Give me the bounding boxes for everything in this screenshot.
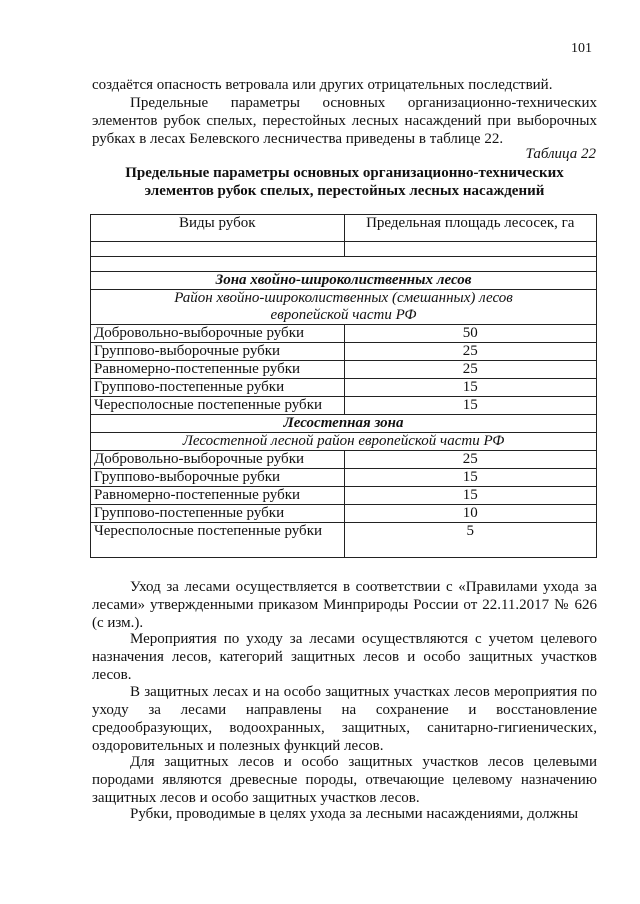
- area-value: 50: [344, 325, 596, 343]
- table-row: [91, 505, 597, 523]
- region-text: Район хвойно-широколиственных (смешанных) лесов европейской части РФ: [174, 290, 513, 323]
- table-row: [91, 343, 597, 361]
- table-header-row: [91, 215, 597, 242]
- zone-row: [91, 415, 597, 433]
- area-value: 5: [344, 523, 596, 558]
- area-value: 15: [344, 487, 596, 505]
- cutting-type: Равномерно-постепенные рубки: [91, 361, 345, 379]
- cutting-type: Добровольно-выборочные рубки: [91, 325, 345, 343]
- area-value: 25: [344, 361, 596, 379]
- area-value: 15: [344, 469, 596, 487]
- area-value: 25: [344, 343, 596, 361]
- paragraph: В защитных лесах и на особо защитных участках лесов мероприятия по уходу за лесами направлены на сохранение и восстановление средообразующих, водоохранных, защитных, санитарно-гигиенических, оздоровительных и полезных функций лесов.: [92, 684, 597, 754]
- table-blank-row: [91, 242, 597, 257]
- table-row: [91, 397, 597, 415]
- paragraph: создаётся опасность ветровала или других отрицательных последствий.: [92, 77, 553, 93]
- cutting-type: Группово-выборочные рубки: [91, 469, 345, 487]
- paragraph: Мероприятия по уходу за лесами осуществляются с учетом целевого назначения лесов, категорий защитных лесов и особо защитных участков лесов.: [92, 631, 597, 683]
- cutting-type: Добровольно-выборочные рубки: [91, 451, 345, 469]
- table-row: [91, 451, 597, 469]
- column-header: Виды рубок: [91, 215, 345, 242]
- cutting-parameters-table: [90, 214, 597, 558]
- table-row: [91, 361, 597, 379]
- zone-row: [91, 272, 597, 290]
- region-name: [91, 290, 597, 325]
- zone-name: Лесостепная зона: [91, 415, 597, 433]
- paragraph: Предельные параметры основных организационно-технических элементов рубок спелых, перестойных лесных насаждений при выборочных рубках в лесах Белевского лесничества приведены в таблице 22.: [92, 95, 597, 147]
- area-value: 10: [344, 505, 596, 523]
- cutting-type: Группово-постепенные рубки: [91, 379, 345, 397]
- area-value: 15: [344, 379, 596, 397]
- column-header: Предельная площадь лесосек, га: [344, 215, 596, 242]
- area-value: 15: [344, 397, 596, 415]
- page-number: 101: [571, 41, 592, 56]
- table-row: [91, 469, 597, 487]
- cutting-type: Группово-выборочные рубки: [91, 343, 345, 361]
- table-row: [91, 325, 597, 343]
- region-name: Лесостепной лесной район европейской части РФ: [91, 433, 597, 451]
- area-value: 25: [344, 451, 596, 469]
- region-row: [91, 433, 597, 451]
- paragraph: Уход за лесами осуществляется в соответствии с «Правилами ухода за лесами» утвержденными приказом Минприроды России от 22.11.2017 № 626 (с изм.).: [92, 579, 597, 631]
- table-title: Предельные параметры основных организационно-технических элементов рубок спелых, перестойных лесных насаждений: [125, 165, 564, 199]
- table-blank-row: [91, 257, 597, 272]
- cutting-type: Чересполосные постепенные рубки: [91, 397, 345, 415]
- table-row: [91, 379, 597, 397]
- table-row: [91, 487, 597, 505]
- region-row: [91, 290, 597, 325]
- table-row: [91, 523, 597, 558]
- cutting-type: Равномерно-постепенные рубки: [91, 487, 345, 505]
- paragraph: Для защитных лесов и особо защитных участков лесов целевыми породами являются древесные породы, отвечающие целевому назначению защитных лесов и особо защитных участков лесов.: [92, 754, 597, 806]
- cutting-type: Группово-постепенные рубки: [91, 505, 345, 523]
- paragraph: Рубки, проводимые в целях ухода за лесными насаждениями, должны: [130, 806, 579, 822]
- zone-name: Зона хвойно-широколиственных лесов: [91, 272, 597, 290]
- cutting-type: Чересполосные постепенные рубки: [91, 523, 345, 558]
- table-caption: Таблица 22: [525, 146, 596, 162]
